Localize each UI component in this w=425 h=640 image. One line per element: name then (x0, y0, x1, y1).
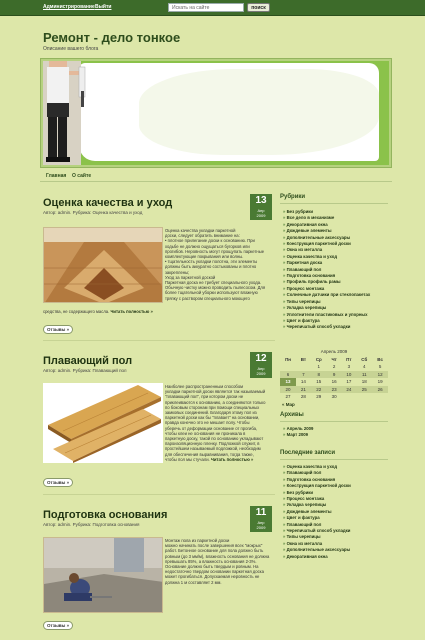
calendar-day: 17 (346, 379, 352, 385)
date-month: Апр (257, 208, 265, 213)
date-day: 11 (255, 507, 267, 518)
post-title[interactable]: Оценка качества и уход (43, 197, 173, 209)
recent-posts-list (283, 464, 351, 560)
calendar-day: 25 (356, 386, 372, 394)
calendar-day: 4 (363, 364, 366, 370)
category-link[interactable]: » Конструкция паркетной доски (283, 241, 370, 247)
category-link[interactable]: » Дождевые элементы (283, 228, 370, 234)
post-meta: Автор: admin. Рубрика: Подготовка основания (43, 522, 140, 527)
recent-post-link[interactable]: » Конструкция паркетной доски (283, 483, 351, 489)
calendar-day: 22 (311, 386, 327, 394)
painter-image (43, 61, 113, 165)
comments-button[interactable]: Отзывы » (43, 478, 73, 487)
nav-home[interactable]: Главная (46, 173, 67, 179)
recent-posts-heading: Последние записи (280, 450, 336, 456)
calendar-day: 9 (327, 371, 342, 379)
calendar-day: 10 (341, 371, 356, 379)
category-link[interactable]: » Декоративная окна (283, 222, 370, 228)
categories-list (283, 209, 370, 331)
calendar-day: 3 (347, 364, 351, 370)
post-date-badge (250, 506, 272, 532)
post-excerpt: Монтаж пола из паркетной доски можно начинать после завершения всех "мокрых" работ. Бетонное основание для пола должно быть ровным (до 3 мм/м), влажность основания не должна превышать 85%, а влажность основания 2-3%. Основание должно быть твердым и ровным. На недостаточно твердом основании паркетная доска может прогибаться. Допускаемая неровность не должна 1 м составляет 2 мм. (165, 538, 270, 585)
date-day: 13 (255, 195, 267, 206)
post-title[interactable]: Плавающий пол (43, 355, 133, 367)
admin-bar (0, 0, 425, 16)
post-date-badge (250, 352, 272, 378)
category-link[interactable]: » Типы черепицы (283, 299, 370, 305)
post-excerpt: Оценка качества укладки паркетной доски, следует обратить внимание на: • плотное прилегание доски к основанию. При ходьбе не должно ощущаться бугорков или прогибов. Неровность могут прощупать паркетные комплектующие покрывания или волны. • тщательность укладки полотна, эти элементы должны быть аккуратно состыкованы и плотно закреплены; Уход за паркетной доской Паркетная доска не требует специального ухода. Обычную чистку можно проводить пылесосом. Для более тщательной уборки используют влажную тряпку с раствором специального моющего (165, 228, 266, 301)
site-description: Описание вашего блога (43, 46, 99, 52)
search-button[interactable]: поиск (247, 3, 270, 12)
recent-post-link[interactable]: » Типы черепицы (283, 534, 351, 540)
archives-list (283, 426, 313, 439)
category-link[interactable]: » Без рубрики (283, 209, 370, 215)
sidebar-divider (280, 203, 388, 204)
category-link[interactable]: » Профиль профиль рамы (283, 279, 370, 285)
category-link[interactable]: » Дополнительные аксессуары (283, 235, 370, 241)
date-month: Апр (257, 366, 265, 371)
sidebar-divider (280, 421, 388, 422)
weekday-label: Вс (377, 357, 384, 362)
post-title[interactable]: Подготовка основания (43, 509, 168, 521)
category-link[interactable]: » Уплотнители пластиковых и упорных (283, 312, 370, 318)
recent-post-link[interactable]: » Дополнительные аксессуары (283, 547, 351, 553)
category-link[interactable]: » Все дело в механизме (283, 215, 370, 221)
calendar-day: 2 (332, 364, 336, 370)
search-input[interactable]: Искать на сайте (168, 3, 244, 12)
weekday-label: Вт (300, 357, 307, 362)
category-link[interactable]: » Подготовка основания (283, 273, 370, 279)
calendar-day: 20 (280, 386, 296, 394)
category-link[interactable]: » Окна из металла (283, 247, 370, 253)
calendar-day (356, 393, 372, 401)
recent-post-link[interactable]: » Декоративная окна (283, 554, 351, 560)
calendar-table (280, 356, 388, 401)
calendar-day: 7 (296, 371, 311, 379)
calendar-day: 1 (317, 364, 321, 370)
calendar-day: 23 (327, 386, 342, 394)
recent-post-link[interactable]: » Плавающий пол (283, 522, 351, 528)
post-excerpt-tail: средства, не содержащего масла. Читать полностью » (43, 309, 153, 314)
categories-heading: Рубрики (280, 194, 306, 200)
weekday-label: Пт (346, 357, 352, 362)
calendar-day: 6 (280, 371, 296, 379)
post-meta: Автор: admin. Рубрика: Плавающий пол (43, 368, 127, 373)
weekday-label: Чт (331, 357, 337, 362)
calendar-day: 8 (311, 371, 327, 379)
archive-link[interactable]: » Апрель 2009 (283, 426, 313, 432)
recent-post-link[interactable]: » Подготовка основания (283, 477, 351, 483)
weekday-label: Пн (285, 357, 292, 362)
calendar-day: 15 (316, 379, 322, 385)
calendar-day (341, 393, 356, 401)
calendar-day: 29 (316, 394, 322, 400)
site-title[interactable]: Ремонт - дело тонкое (43, 30, 181, 45)
calendar-caption: Апрель 2009 (320, 349, 348, 354)
post-excerpt: Наиболее распространенным способом укладки паркетной доски является так называемый "плавающий пол", при котором доски не приклеиваются к основанию, а соединяются только по боковым сторонам при помощи специальных замковых соединений. Благодаря этому пол из паркетной доски как бы "плавает" на основании, правда конечно это не мешает полу. Чтобы уберечь от деформации основание от прогиба, чтобы клеи не основания не проникала в паркетную доску, такой по основанию укладывают пароизоляционную пленку. Подложкой служит, в простейшем называемый подложкой, необходим для обеспечения выравнивания, тогда также, чтобы пол мы стучали. Читать полностью » (165, 384, 266, 462)
date-month: Апр (257, 520, 265, 525)
calendar-widget (280, 349, 388, 407)
date-day: 12 (255, 353, 267, 364)
comments-button[interactable]: Отзывы » (43, 325, 73, 334)
recent-post-link[interactable]: » Оценка качества и уход (283, 464, 351, 470)
date-year: 2009 (256, 213, 266, 218)
logout-link[interactable]: Выйти (95, 4, 112, 10)
category-link[interactable]: » Паркетная доска (283, 260, 370, 266)
archive-link[interactable]: » Март 2009 (283, 432, 313, 438)
read-more-link[interactable]: Читать полностью » (210, 456, 254, 462)
recent-post-link[interactable]: » Окна из металла (283, 541, 351, 547)
calendar-day: 26 (372, 386, 388, 394)
calendar-day: 5 (378, 364, 382, 370)
calendar-day (372, 393, 388, 401)
calendar-day: 24 (341, 386, 356, 394)
calendar-day (280, 363, 296, 371)
read-more-link[interactable]: Читать полностью » (110, 309, 153, 314)
calendar-day: 19 (377, 379, 383, 385)
calendar-day: 11 (356, 371, 372, 379)
recent-post-link[interactable]: » Цвет и фактура (283, 515, 351, 521)
calendar-day: 30 (331, 394, 337, 400)
category-link[interactable]: » Солнечные датчики при стеклопакетах (283, 292, 370, 298)
category-link[interactable]: » Процесс монтажа (283, 286, 370, 292)
post-image (43, 537, 163, 613)
recent-post-link[interactable]: » Черепичатый способ укладки (283, 528, 351, 534)
calendar-day (296, 363, 311, 371)
category-link[interactable]: » Цвет и фактура (283, 318, 370, 324)
category-link[interactable]: » Плавающий пол (283, 267, 370, 273)
archives-heading: Архивы (280, 412, 304, 418)
recent-post-link[interactable]: » Без рубрики (283, 490, 351, 496)
comments-button[interactable]: Отзывы » (43, 621, 73, 630)
header-banner (40, 58, 392, 168)
date-year: 2009 (256, 525, 266, 530)
category-link[interactable]: » Укладка черепицы (283, 305, 370, 311)
recent-post-link[interactable]: » Укладка черепицы (283, 502, 351, 508)
calendar-day: 18 (361, 379, 367, 385)
admin-link[interactable]: Администрирование (43, 4, 95, 10)
category-link[interactable]: » Черепичатый способ укладки (283, 324, 370, 330)
calendar-day-today[interactable]: 13 (280, 378, 296, 386)
recent-post-link[interactable]: » Дождевые элементы (283, 509, 351, 515)
category-link[interactable]: » Оценка качества и уход (283, 254, 370, 260)
sidebar-divider (280, 459, 388, 460)
nav-divider (40, 181, 392, 182)
post-meta: Автор: admin. Рубрика: Оценка качества и уход (43, 210, 143, 215)
calendar-day: 28 (300, 394, 306, 400)
post-image (43, 227, 163, 303)
calendar-day: 16 (331, 379, 337, 385)
weekday-label: Ср (315, 357, 322, 362)
calendar-day: 27 (285, 394, 291, 400)
post-divider (43, 494, 275, 495)
nav-about[interactable]: О сайте (72, 173, 92, 179)
recent-post-link[interactable]: » Плавающий пол (283, 470, 351, 476)
calendar-day: 21 (296, 386, 311, 394)
weekday-label: Сб (361, 357, 368, 362)
date-year: 2009 (256, 371, 266, 376)
calendar-prev-month-link[interactable]: « Мар (282, 401, 295, 407)
calendar-day: 14 (300, 379, 306, 385)
post-divider (43, 340, 275, 341)
post-image (43, 383, 163, 463)
recent-post-link[interactable]: » Процесс монтажа (283, 496, 351, 502)
calendar-day-link[interactable]: 12 (372, 371, 388, 379)
post-date-badge (250, 194, 272, 220)
